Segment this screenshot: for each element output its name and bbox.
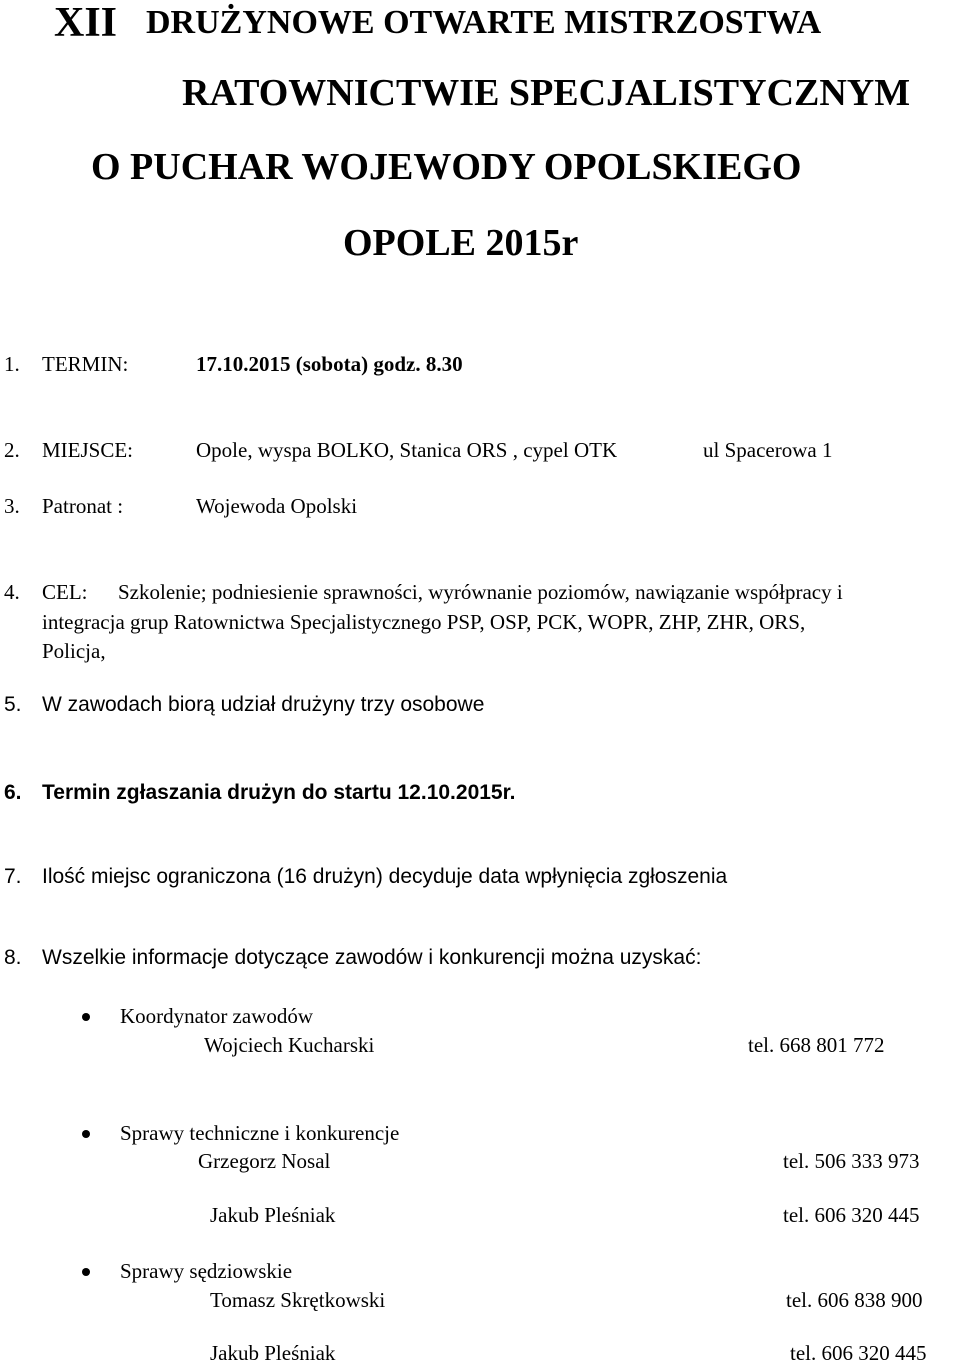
item-6-text: Termin zgłaszania drużyn do startu 12.10.2015r.	[42, 781, 516, 804]
contact-3-person-2-phone: tel. 606 320 445	[790, 1341, 927, 1365]
contact-2-title: Sprawy techniczne i konkurencje	[120, 1121, 400, 1145]
item-2-value: Opole, wyspa BOLKO, Stanica ORS , cypel OTK	[196, 438, 618, 462]
item-2-number: 2.	[4, 438, 20, 462]
item-1-label: TERMIN:	[42, 352, 129, 376]
title-line-1-text: DRUŻYNOWE OTWARTE MISTRZOSTWA	[146, 4, 822, 41]
contact-1-person-1-name: Wojciech Kucharski	[204, 1033, 375, 1057]
contact-2-person-1-name: Grzegorz Nosal	[198, 1149, 331, 1173]
contact-2-person-2-name: Jakub Pleśniak	[210, 1203, 336, 1227]
item-4-line-2: integracja grup Ratownictwa Specjalistycznego PSP, OSP, PCK, WOPR, ZHP, ZHR, ORS,	[42, 610, 806, 634]
title-line-1	[146, 6, 821, 40]
item-8-text: Wszelkie informacje dotyczące zawodów i konkurencji można uzyskać:	[42, 946, 702, 969]
contact-3-person-2-name: Jakub Pleśniak	[210, 1341, 336, 1365]
contact-1-person-1-phone: tel. 668 801 772	[748, 1033, 885, 1057]
item-7-number: 7.	[4, 865, 22, 888]
bullet-icon	[82, 1268, 90, 1276]
item-6-number: 6.	[4, 781, 22, 804]
item-8-number: 8.	[4, 946, 22, 969]
item-3-number: 3.	[4, 494, 20, 518]
contact-3-person-1-name: Tomasz Skrętkowski	[210, 1288, 386, 1312]
contact-3-title: Sprawy sędziowskie	[120, 1259, 293, 1283]
bullet-icon	[82, 1013, 90, 1021]
item-4-line-3: Policja,	[42, 639, 106, 663]
item-2-street: ul Spacerowa 1	[703, 438, 833, 462]
item-3-label: Patronat :	[42, 494, 124, 518]
bullet-icon	[82, 1130, 90, 1138]
contact-2-person-1-phone: tel. 506 333 973	[783, 1149, 920, 1173]
item-7-text: Ilość miejsc ograniczona (16 drużyn) decyduje data wpłynięcia zgłoszenia	[42, 865, 728, 888]
title-line-4: OPOLE 2015r	[343, 222, 579, 264]
item-4-line-1: Szkolenie; podniesienie sprawności, wyrównanie poziomów, nawiązanie współpracy i	[118, 580, 843, 604]
item-3-value: Wojewoda Opolski	[196, 494, 358, 518]
item-1-number: 1.	[4, 352, 20, 376]
item-2-label: MIEJSCE:	[42, 438, 134, 462]
title-line-2: RATOWNICTWIE SPECJALISTYCZNYM	[182, 72, 911, 114]
item-4-number: 4.	[4, 580, 20, 604]
item-4-label: CEL:	[42, 580, 88, 604]
item-1-value: 17.10.2015 (sobota) godz. 8.30	[196, 352, 463, 376]
item-5-number: 5.	[4, 693, 22, 716]
contact-1-title: Koordynator zawodów	[120, 1004, 314, 1028]
item-5-text: W zawodach biorą udział drużyny trzy osobowe	[42, 693, 485, 716]
title-line-3: O PUCHAR WOJEWODY OPOLSKIEGO	[91, 146, 802, 188]
roman-numeral: XII	[54, 0, 118, 46]
contact-2-person-2-phone: tel. 606 320 445	[783, 1203, 920, 1227]
contact-3-person-1-phone: tel. 606 838 900	[786, 1288, 923, 1312]
